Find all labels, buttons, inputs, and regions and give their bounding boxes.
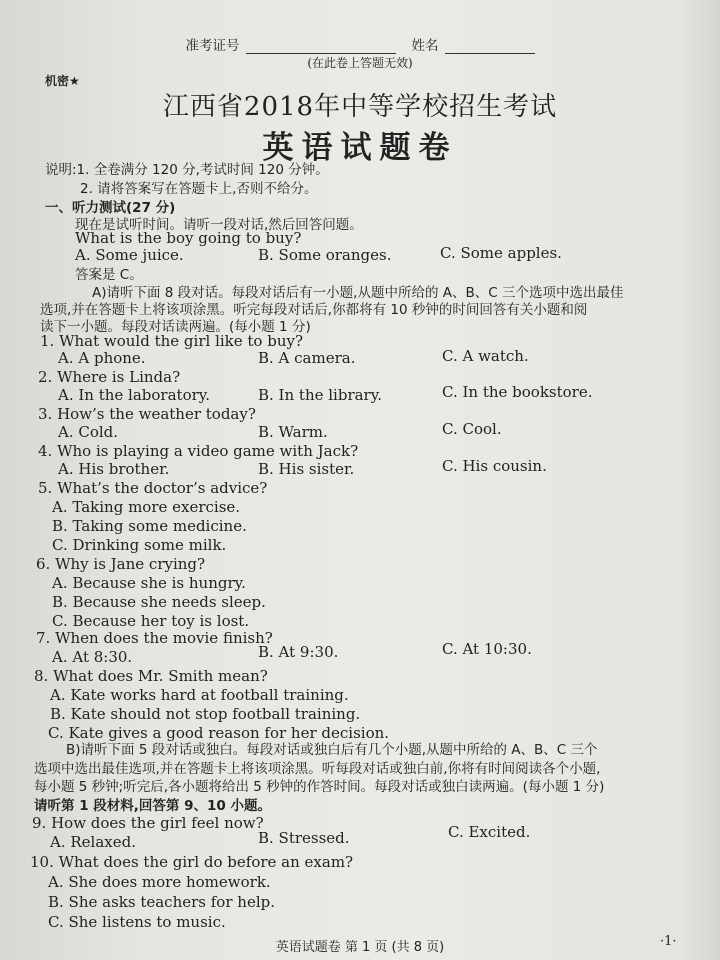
q4-option-c: C. His cousin. — [442, 457, 547, 475]
confidential-mark: 机密★ — [45, 74, 80, 88]
part-b-instruction-3: 每小题 5 秒钟;听完后,各小题将给出 5 秒钟的作答时间。每段对话或独白读两遍。(每小题 1 分) — [34, 779, 605, 795]
question-2: 2. Where is Linda? — [38, 368, 181, 386]
q9-option-b: B. Stressed. — [258, 829, 350, 847]
q6-option-b: B. Because she needs sleep. — [52, 593, 266, 611]
example-question: What is the boy going to buy? — [75, 229, 302, 247]
q5-option-c: C. Drinking some milk. — [52, 536, 227, 554]
question-3: 3. How’s the weather today? — [38, 405, 256, 423]
example-option-a: A. Some juice. — [75, 246, 184, 264]
q1-option-b: B. A camera. — [258, 349, 356, 367]
page-number-marker: ·1· — [660, 934, 677, 949]
q3-option-c: C. Cool. — [442, 420, 502, 438]
q1-option-c: C. A watch. — [442, 347, 529, 365]
q8-option-b: B. Kate should not stop football training. — [50, 705, 361, 723]
q10-option-a: A. She does more homework. — [48, 873, 271, 891]
q8-option-a: A. Kate works hard at football training. — [50, 686, 349, 704]
part-b-material-1: 请听第 1 段材料,回答第 9、10 小题。 — [34, 798, 272, 814]
name-blank — [445, 39, 535, 54]
question-9: 9. How does the girl feel now? — [32, 814, 264, 832]
question-5: 5. What’s the doctor’s advice? — [38, 479, 268, 497]
q4-option-b: B. His sister. — [258, 460, 355, 478]
part-a-instruction-3: 读下一小题。每段对话读两遍。(每小题 1 分) — [40, 319, 311, 335]
q5-option-a: A. Taking more exercise. — [52, 498, 241, 516]
part-b-instruction-2: 选项中选出最佳选项,并在答题卡上将该项涂黑。听每段对话或独白前,你将有时间阅读各个小题, — [34, 761, 601, 777]
q10-option-b: B. She asks teachers for help. — [48, 893, 275, 911]
example-option-c: C. Some apples. — [440, 244, 562, 262]
instruction-1: 说明:1. 全卷满分 120 分,考试时间 120 分钟。 — [45, 162, 329, 178]
q7-option-a: A. At 8:30. — [52, 648, 133, 666]
q5-option-b: B. Taking some medicine. — [52, 517, 247, 535]
example-option-b: B. Some oranges. — [258, 246, 392, 264]
q7-option-c: C. At 10:30. — [442, 640, 532, 658]
instruction-2: 2. 请将答案写在答题卡上,否则不给分。 — [80, 181, 318, 197]
q4-option-a: A. His brother. — [58, 460, 170, 478]
question-4: 4. Who is playing a video game with Jack? — [38, 442, 359, 460]
question-6: 6. Why is Jane crying? — [36, 555, 206, 573]
q10-option-c: C. She listens to music. — [48, 913, 226, 931]
q3-option-a: A. Cold. — [58, 423, 119, 441]
q7-option-b: B. At 9:30. — [258, 643, 339, 661]
part-b-instruction-1: B)请听下面 5 段对话或独白。每段对话或独白后有几个小题,从题中所给的 A、B、C 三个 — [66, 742, 598, 758]
question-7: 7. When does the movie finish? — [36, 629, 273, 647]
example-intro: 现在是试听时间。请听一段对话,然后回答问题。 — [75, 217, 363, 233]
q6-option-a: A. Because she is hungry. — [52, 574, 246, 592]
part-a-instruction-1: A)请听下面 8 段对话。每段对话后有一小题,从题中所给的 A、B、C 三个选项中选出最佳 — [92, 285, 624, 301]
part-a-instruction-2: 选项,并在答题卡上将该项涂黑。听完每段对话后,你都将有 10 秒钟的时间回答有关小题和阅 — [40, 302, 588, 318]
q9-option-a: A. Relaxed. — [50, 833, 136, 851]
page-footer: 英语试题卷 第 1 页 (共 8 页) — [275, 940, 445, 955]
name-label: 姓名 — [411, 38, 439, 54]
q2-option-b: B. In the library. — [258, 386, 382, 404]
question-10: 10. What does the girl do before an exam? — [30, 853, 354, 871]
q2-option-c: C. In the bookstore. — [442, 383, 593, 401]
exam-number-label: 准考证号 — [185, 38, 240, 54]
q1-option-a: A. A phone. — [58, 349, 146, 367]
exam-number-blank — [246, 39, 396, 54]
question-8: 8. What does Mr. Smith mean? — [34, 667, 268, 685]
paper-title: 英语试题卷 — [262, 130, 458, 166]
exam-title: 江西省2018年中等学校招生考试 — [162, 92, 558, 122]
question-1: 1. What would the girl like to buy? — [40, 332, 303, 350]
q9-option-c: C. Excited. — [448, 823, 531, 841]
q2-option-a: A. In the laboratory. — [58, 386, 211, 404]
q6-option-c: C. Because her toy is lost. — [52, 612, 250, 630]
section-heading: 一、听力测试(27 分) — [45, 200, 176, 216]
page-edge-shadow — [680, 0, 720, 960]
q3-option-b: B. Warm. — [258, 423, 328, 441]
example-answer: 答案是 C。 — [75, 267, 143, 283]
invalid-answer-note: (在此卷上答题无效) — [307, 56, 413, 70]
candidate-info-line — [0, 28, 720, 54]
q8-option-c: C. Kate gives a good reason for her decision. — [48, 724, 390, 742]
